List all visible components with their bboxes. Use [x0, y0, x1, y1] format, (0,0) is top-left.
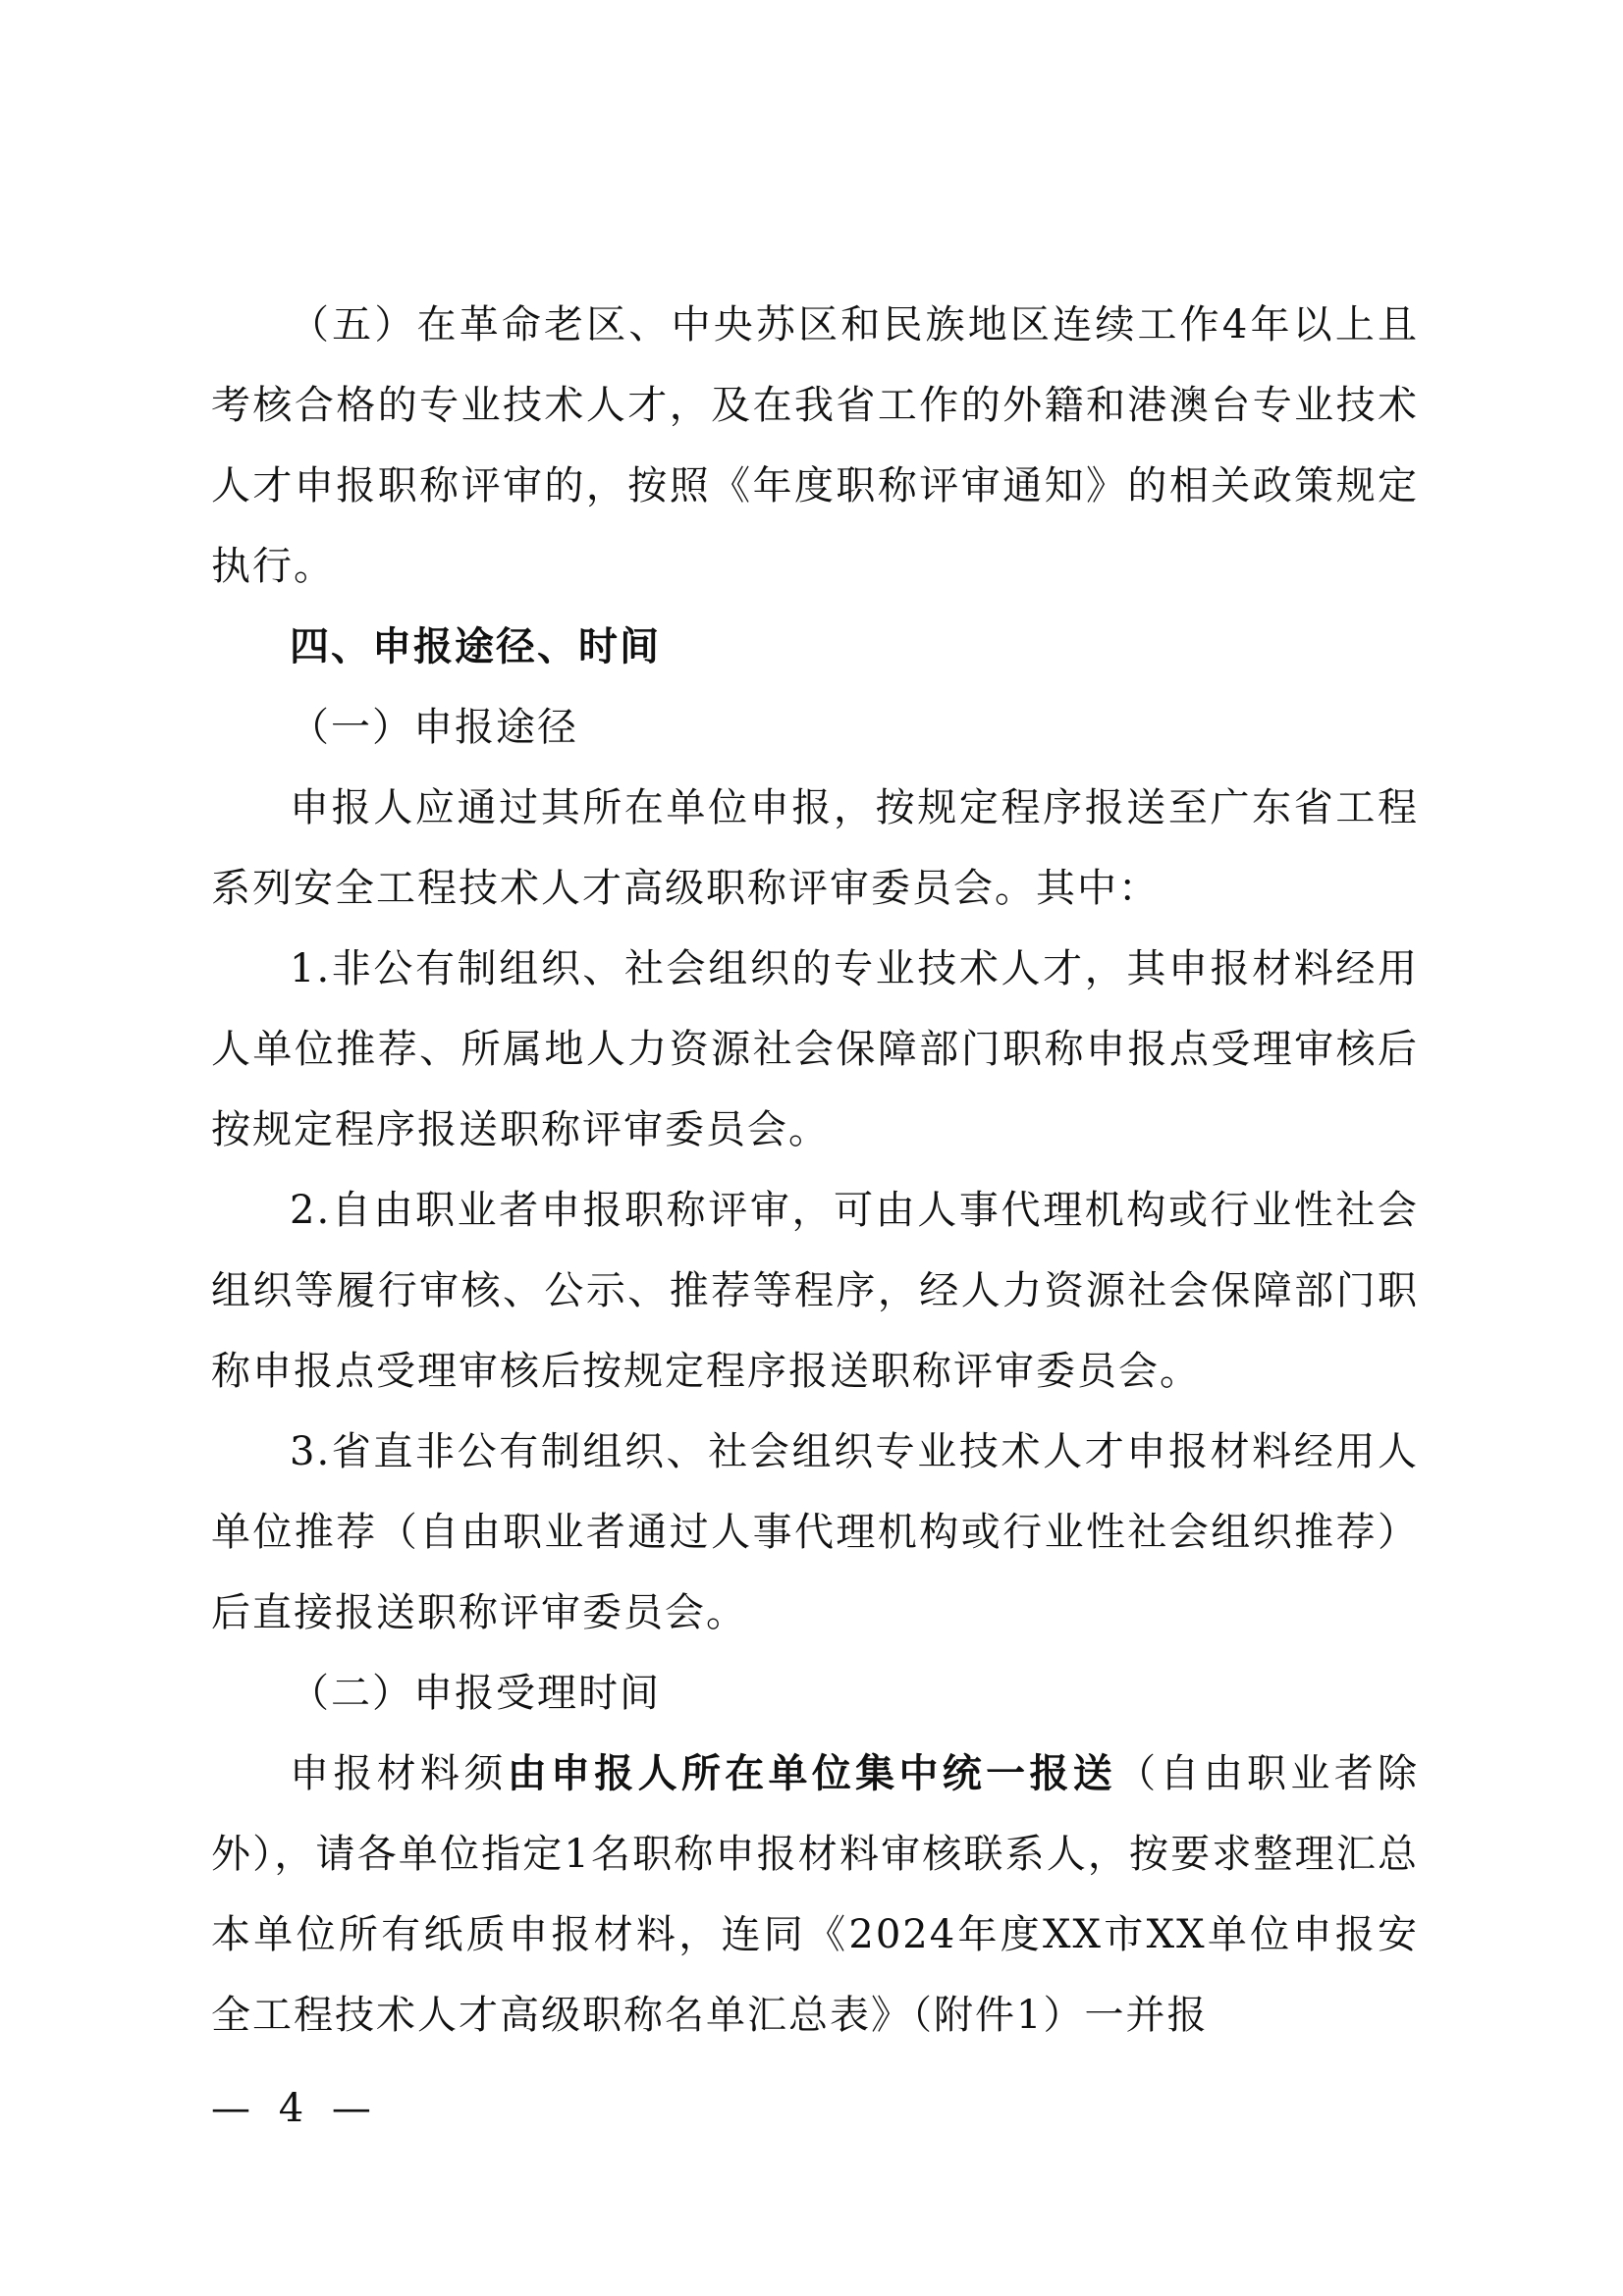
paragraph-route-item-3: 3.省直非公有制组织、社会组织专业技术人才申报材料经用人单位推荐（自由职业者通过人事代理机构或行业性社会组织推荐）后直接报送职称评审委员会。 — [211, 1429, 1419, 1635]
section-heading-four: 四、申报途径、时间 — [290, 624, 661, 669]
paragraph-route-intro: 申报人应通过其所在单位申报，按规定程序报送至广东省工程系列安全工程技术人才高级职称评审委员会。其中： — [211, 785, 1419, 911]
time-text-prefix: 申报材料须 — [290, 1751, 508, 1796]
paragraph-item-five: （五）在革命老区、中央苏区和民族地区连续工作4年以上且考核合格的专业技术人才，及在我省工作的外籍和港澳台专业技术人才申报职称评审的，按照《年度职称评审通知》的相关政策规定执行。 — [211, 302, 1419, 589]
page-number: — 4 — — [211, 2086, 379, 2131]
time-text-emphasis: 由申报人所在单位集中统一报送 — [507, 1751, 1117, 1796]
subsection-heading-time: （二）申报受理时间 — [290, 1671, 661, 1716]
time-text-suffix: （自由职业者除外），请各单位指定1名职称申报材料审核联系人，按要求整理汇总本单位所有纸质申报材料，连同《2024年度XX市XX单位申报安全工程技术人才高级职称名单汇总表》（附件1）一并报 — [211, 1751, 1420, 2038]
paragraph-acceptance-time — [211, 1734, 1419, 2056]
document-body — [211, 285, 1419, 2056]
subsection-heading-route: （一）申报途径 — [290, 705, 578, 750]
paragraph-route-item-1: 1.非公有制组织、社会组织的专业技术人才，其申报材料经用人单位推荐、所属地人力资源社会保障部门职称申报点受理审核后按规定程序报送职称评审委员会。 — [211, 946, 1419, 1152]
paragraph-route-item-2: 2.自由职业者申报职称评审，可由人事代理机构或行业性社会组织等履行审核、公示、推荐等程序，经人力资源社会保障部门职称申报点受理审核后按规定程序报送职称评审委员会。 — [211, 1188, 1419, 1394]
